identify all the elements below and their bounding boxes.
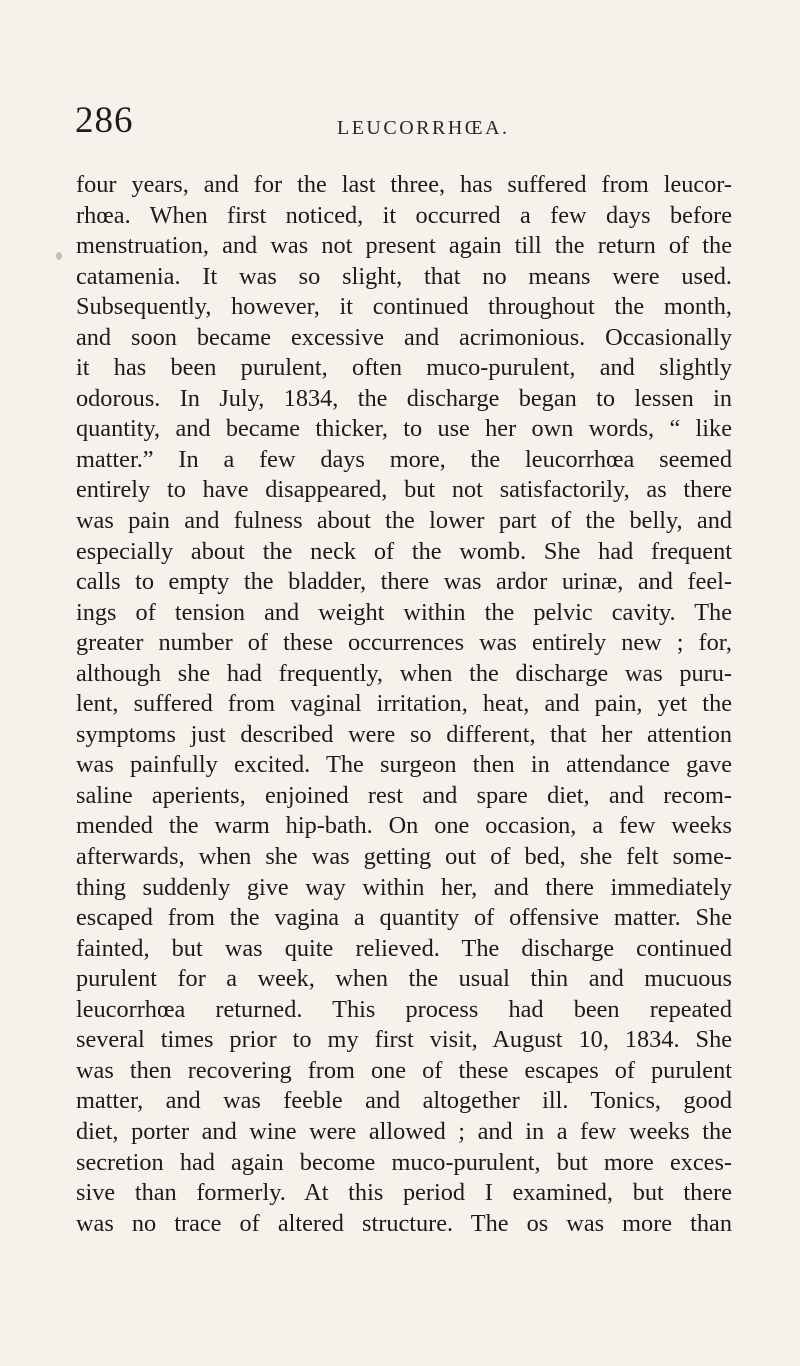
text-line: lent, suffered from vaginal irritation, heat, and pain, yet the (76, 690, 732, 718)
body-text (76, 170, 732, 1239)
text-line: calls to empty the bladder, there was ardor urinæ, and feel- (76, 568, 732, 596)
text-line: was then recovering from one of these escapes of purulent (76, 1056, 732, 1084)
text-line: leucorrhœa returned. This process had been repeated (76, 995, 732, 1023)
text-line: quantity, and became thicker, to use her own words, “ like (76, 415, 732, 443)
page-header (0, 96, 800, 146)
text-line: rhœa. When first noticed, it occurred a few days before (76, 201, 732, 229)
text-line: and soon became excessive and acrimonious. Occasionally (76, 323, 732, 351)
page-number: 286 (75, 100, 134, 141)
text-line: ings of tension and weight within the pelvic cavity. The (76, 598, 732, 626)
text-line: diet, porter and wine were allowed ; and in a few weeks the (76, 1117, 732, 1145)
text-line: sive than formerly. At this period I examined, but there (76, 1179, 732, 1207)
text-line: symptoms just described were so different, that her attention (76, 720, 732, 748)
text-line: catamenia. It was so slight, that no means were used. (76, 262, 732, 290)
text-line: fainted, but was quite relieved. The discharge continued (76, 934, 732, 962)
text-line: four years, and for the last three, has suffered from leucor- (76, 171, 732, 198)
text-line: matter, and was feeble and altogether ill. Tonics, good (76, 1087, 732, 1115)
text-line: was pain and fulness about the lower part of the belly, and (76, 507, 732, 535)
text-line: Subsequently, however, it continued throughout the month, (76, 293, 732, 321)
text-line: saline aperients, enjoined rest and spare diet, and recom- (76, 781, 732, 809)
text-line: was no trace of altered structure. The os was more than (76, 1209, 732, 1237)
margin-speck (56, 252, 62, 260)
text-line: especially about the neck of the womb. She had frequent (76, 537, 732, 565)
text-line: odorous. In July, 1834, the discharge began to lessen in (76, 384, 732, 412)
text-line: matter.” In a few days more, the leucorrhœa seemed (76, 445, 732, 473)
text-line: menstruation, and was not present again till the return of the (76, 232, 732, 260)
text-line: afterwards, when she was getting out of bed, she felt some- (76, 843, 732, 871)
text-line: escaped from the vagina a quantity of offensive matter. She (76, 904, 732, 932)
text-line: mended the warm hip-bath. On one occasion, a few weeks (76, 812, 732, 840)
text-line: several times prior to my first visit, August 10, 1834. She (76, 1026, 732, 1054)
text-line: although she had frequently, when the discharge was puru- (76, 659, 732, 687)
text-line: greater number of these occurrences was entirely new ; for, (76, 629, 732, 657)
text-line: thing suddenly give way within her, and there immediately (76, 873, 732, 901)
text-line: entirely to have disappeared, but not satisfactorily, as there (76, 476, 732, 504)
text-line: secretion had again become muco-purulent, but more exces- (76, 1148, 732, 1176)
running-head: LEUCORRHŒA. (337, 117, 510, 139)
text-line: it has been purulent, often muco-purulent, and slightly (76, 354, 732, 382)
text-line: purulent for a week, when the usual thin and mucuous (76, 965, 732, 993)
text-line: was painfully excited. The surgeon then in attendance gave (76, 751, 732, 779)
